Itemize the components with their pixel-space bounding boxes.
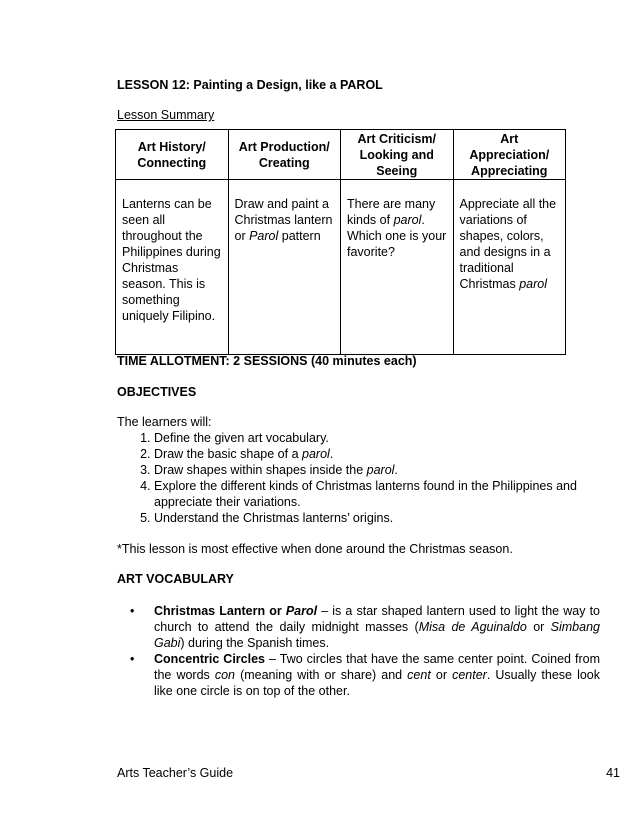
list-item — [130, 603, 600, 651]
vocab-italic: con — [214, 668, 236, 682]
objective-italic: parol — [366, 463, 395, 477]
vocab-definition: or — [526, 620, 551, 634]
objectives-list — [117, 430, 604, 526]
cell-text: Lanterns can be seen all throughout the Philippines during Christmas season. This is something uniquely Filipino. — [122, 197, 221, 323]
lesson-summary-label: Lesson Summary — [117, 108, 215, 122]
cell-art-appreciation — [453, 180, 566, 355]
vocab-definition: or — [430, 668, 453, 682]
cell-italic: parol — [393, 213, 422, 227]
cell-art-history — [116, 180, 229, 355]
list-item — [130, 651, 600, 699]
vocab-definition: ) during the Spanish times. — [180, 636, 330, 650]
bullet-icon: • — [130, 652, 135, 666]
vocab-italic: center — [452, 668, 487, 682]
lesson-title: LESSON 12: Painting a Design, like a PAROL — [117, 78, 383, 92]
lesson-note: *This lesson is most effective when done around the Christmas season. — [117, 542, 513, 556]
footer-title: Arts Teacher’s Guide — [117, 766, 234, 780]
vocab-italic: cent — [407, 668, 431, 682]
vocab-definition: – Two circles that have the same center point. Coined from the words — [154, 652, 600, 682]
list-item — [154, 446, 604, 462]
learners-intro: The learners will: — [117, 415, 212, 429]
header-art-history: Art History/ Connecting — [116, 130, 229, 180]
lesson-summary-table — [115, 129, 566, 355]
list-item — [154, 430, 604, 446]
cell-text: Draw and paint a Christmas lantern or — [234, 197, 333, 243]
header-art-appreciation: Art Appreciation/ Appreciating — [453, 130, 566, 180]
list-item — [154, 478, 604, 510]
vocab-definition: – is a star shaped lantern used to light the way to church to attend the daily midnight masses ( — [154, 604, 600, 634]
vocab-term: Concentric Circles — [154, 652, 265, 666]
header-art-production: Art Production/ Creating — [228, 130, 341, 180]
objective-text: Understand the Christmas lanterns’ origins. — [154, 511, 394, 525]
objective-text: Explore the different kinds of Christmas lanterns found in the Philippines and appreciate their variations. — [154, 479, 577, 509]
list-item — [154, 510, 604, 526]
cell-text: There are many kinds of — [347, 197, 436, 227]
cell-text: Appreciate all the variations of shapes, colors, and designs in a traditional Christmas — [459, 197, 557, 291]
vocabulary-heading: ART VOCABULARY — [117, 572, 234, 586]
cell-art-criticism — [341, 180, 454, 355]
objectives-heading: OBJECTIVES — [117, 385, 197, 399]
cell-italic: parol — [519, 277, 548, 291]
cell-art-production — [228, 180, 341, 355]
cell-text: pattern — [278, 229, 321, 243]
header-art-criticism: Art Criticism/ Looking and Seeing — [341, 130, 454, 180]
objective-text: Draw shapes within shapes inside the — [154, 463, 367, 477]
table-row — [116, 180, 566, 355]
vocab-term-italic: Parol — [285, 604, 318, 618]
objective-text: Define the given art vocabulary. — [154, 431, 329, 445]
objective-text: . — [329, 447, 334, 461]
list-item — [154, 462, 604, 478]
time-allotment: TIME ALLOTMENT: 2 SESSIONS (40 minutes each) — [117, 354, 417, 368]
vocab-term: Christmas Lantern or — [154, 604, 286, 618]
cell-italic: Parol — [249, 229, 279, 243]
vocab-italic: Misa de Aguinaldo — [418, 620, 527, 634]
vocab-definition: (meaning with or share) and — [235, 668, 408, 682]
vocab-definition: . Usually these look like one circle is on top of the other. — [154, 668, 600, 698]
objective-text: . — [394, 463, 398, 477]
vocabulary-list — [117, 603, 600, 699]
cell-text: . Which one is your favorite? — [347, 213, 447, 259]
table-header-row — [116, 130, 566, 180]
bullet-icon: • — [130, 604, 135, 618]
page-number: 41 — [606, 766, 620, 780]
objective-italic: parol — [302, 447, 330, 461]
vocab-italic: Simbang Gabi — [154, 620, 600, 650]
objective-text: Draw the basic shape of a — [154, 447, 302, 461]
